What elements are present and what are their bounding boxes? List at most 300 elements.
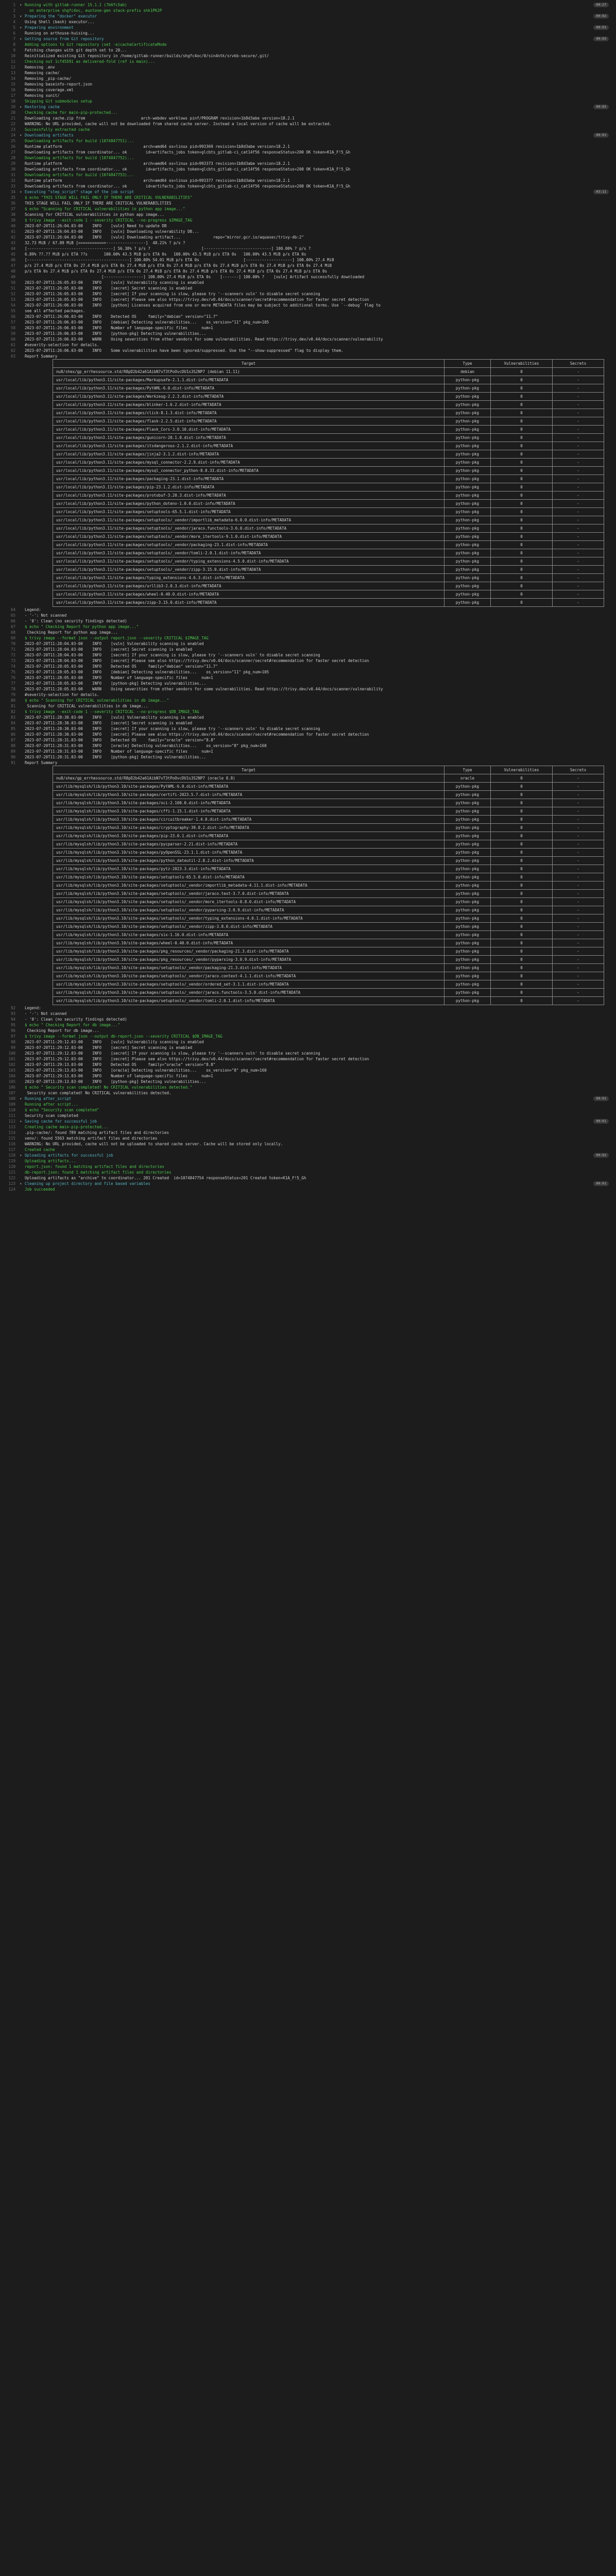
log-line — [0, 132, 616, 138]
line-number[interactable]: 33 — [10, 184, 15, 189]
table-cell: nu8/shex/gp_errhessource.std/R8pD2b42a61AibN7vT3tPoOvcDU1s3S2NP7 (oracle 8.8) — [53, 774, 444, 783]
line-number[interactable]: 117 — [8, 1147, 15, 1152]
log-text: 2023-07-20T11:29:12.03-00 INFO [secret] Please see also https://trivy.dev/v0.44/docs/scanner/secret#recommendation for faster secret detection — [25, 1057, 369, 1061]
line-number[interactable]: 81 — [10, 704, 15, 708]
chevron-down-icon[interactable]: ▾ — [20, 1181, 22, 1186]
line-number[interactable]: 89 — [10, 749, 15, 754]
table-row — [53, 799, 604, 807]
line-number[interactable]: 29 — [10, 161, 15, 166]
table-cell: 0 — [491, 557, 553, 566]
chevron-down-icon[interactable]: ▾ — [20, 1096, 22, 1101]
table-row — [53, 774, 604, 783]
line-number[interactable]: 108 — [8, 1096, 15, 1101]
table-cell: usr/local/lib/python3.11/site-packages/Werkzeug-2.2.3.dist-info/METADATA — [53, 393, 444, 401]
line-number[interactable]: 68 — [10, 630, 15, 635]
log-text: Successfully extracted cache — [25, 127, 90, 132]
table-cell: usr/lib/mysqlsh/lib/python3.10/site-packages/setuptools/_vendor/zipp-3.8.0.dist-info/METADATA — [53, 923, 444, 931]
line-number[interactable]: 20 — [10, 110, 15, 115]
line-number[interactable]: 42 — [10, 235, 15, 240]
line-number[interactable]: 65 — [10, 613, 15, 618]
log-text: $ echo " Scanning for CRITICAL vulnerabilities in db image..." — [25, 698, 169, 703]
log-line — [0, 200, 616, 206]
table-cell: - — [553, 475, 604, 483]
line-number[interactable]: 38 — [10, 212, 15, 217]
line-number[interactable]: 3 — [13, 14, 15, 19]
log-text: 2023-07-20T11:28:31.03-00 INFO [python-pkg] Detecting vulnerabilities... — [25, 755, 207, 759]
line-number[interactable]: 60 — [10, 337, 15, 342]
log-line — [0, 257, 616, 263]
table-cell: 0 — [491, 898, 553, 906]
line-number[interactable]: 67 — [10, 624, 15, 629]
line-number[interactable]: 37 — [10, 207, 15, 211]
line-number[interactable]: 98 — [10, 1040, 15, 1044]
line-number[interactable]: 9 — [13, 48, 15, 53]
table-cell: 0 — [491, 774, 553, 783]
line-number[interactable]: 95 — [10, 1023, 15, 1027]
line-number[interactable]: 11 — [10, 59, 15, 64]
log-section-header — [0, 2, 616, 359]
line-number[interactable]: 56 — [10, 314, 15, 319]
line-number[interactable]: 21 — [10, 116, 15, 121]
table-cell: python-pkg — [444, 549, 491, 557]
line-number[interactable]: 83 — [10, 715, 15, 720]
line-number[interactable]: 10 — [10, 54, 15, 58]
table-cell: usr/lib/mysqlsh/lib/python3.10/site-packages/setuptools/_vendor/more_itertools-8.8.0.dist-info/METADATA — [53, 898, 444, 906]
line-number[interactable]: 122 — [8, 1176, 15, 1180]
line-number[interactable]: 8 — [13, 42, 15, 47]
line-number[interactable]: 109 — [8, 1102, 15, 1107]
log-text: 2023-07-20T11:29:13.03-00 INFO [oracle] Detecting vulnerabilities... os_version="8" pkg_num=160 — [25, 1068, 267, 1073]
log-text: 2023-07-20T11:28:05.03-00 WARN Using severities from other vendors for some vulnerabilities. Read https://trivy.dev/v0.44/docs/scanner/vulnerability — [25, 687, 383, 691]
line-number[interactable]: 99 — [10, 1045, 15, 1050]
log-line — [0, 144, 616, 149]
table-cell: python-pkg — [444, 898, 491, 906]
line-number[interactable]: 124 — [8, 1187, 15, 1192]
table-cell: - — [553, 989, 604, 997]
table-cell: python-pkg — [444, 816, 491, 824]
log-line — [0, 308, 616, 314]
table-row — [53, 450, 604, 459]
table-cell: - — [553, 483, 604, 492]
table-cell: 0 — [491, 533, 553, 541]
table-cell: 0 — [491, 824, 553, 832]
table-row — [53, 816, 604, 824]
line-number[interactable]: 123 — [8, 1181, 15, 1186]
line-number[interactable]: 47 — [10, 263, 15, 268]
log-text: .pip-cache/: found 789 matching artifact files and directories — [25, 1130, 169, 1135]
log-line — [0, 263, 616, 268]
log-line — [0, 743, 616, 749]
line-number[interactable]: 92 — [10, 1006, 15, 1010]
line-number[interactable]: 105 — [8, 1079, 15, 1084]
line-number[interactable]: 78 — [10, 687, 15, 691]
line-number[interactable]: 63 — [10, 354, 15, 359]
table-cell: usr/lib/mysqlsh/lib/python3.10/site-packages/six-1.16.0.dist-info/METADATA — [53, 931, 444, 939]
line-number[interactable]: 54 — [10, 303, 15, 308]
log-text: Removing cache/ — [25, 71, 60, 75]
log-line — [0, 195, 616, 200]
line-number[interactable]: 1 — [13, 3, 15, 7]
log-line — [0, 206, 616, 212]
line-number[interactable]: 32 — [10, 178, 15, 183]
log-line — [0, 59, 616, 64]
log-line — [0, 1164, 616, 1170]
line-number[interactable]: 5 — [13, 25, 15, 30]
table-cell: python-pkg — [444, 840, 491, 849]
log-text: 2023-07-20T11:29:12.03-00 INFO [vuln] Vulnerability scanning is enabled — [25, 1040, 204, 1044]
table-cell: 0 — [491, 426, 553, 434]
table-cell: 0 — [491, 849, 553, 857]
line-number[interactable]: 76 — [10, 675, 15, 680]
line-number[interactable]: 111 — [8, 1113, 15, 1118]
line-number[interactable]: 97 — [10, 1034, 15, 1039]
table-cell: 0 — [491, 459, 553, 467]
table-cell: - — [553, 972, 604, 980]
table-cell: usr/lib/mysqlsh/lib/python3.10/site-packages/pytz-2023.3.dist-info/METADATA — [53, 865, 444, 873]
line-number[interactable]: 87 — [10, 738, 15, 742]
line-number[interactable]: 121 — [8, 1170, 15, 1175]
log-line — [0, 302, 616, 308]
log-text: Getting source from Git repository — [25, 37, 104, 41]
table-cell: python-pkg — [444, 783, 491, 791]
chevron-down-icon[interactable]: ▾ — [20, 105, 22, 109]
log-line — [0, 104, 616, 110]
log-line — [0, 138, 616, 144]
line-number[interactable]: 88 — [10, 743, 15, 748]
line-number[interactable]: 75 — [10, 670, 15, 674]
log-text: 2023-07-20T11:26:06.03-00 INFO [debian] Detecting vulnerabilities... os_version="11" pkg_num=105 — [25, 320, 269, 325]
table-cell: - — [553, 582, 604, 590]
log-line — [0, 613, 616, 618]
line-number[interactable]: 43 — [10, 241, 15, 245]
line-number[interactable]: 30 — [10, 167, 15, 172]
table-cell: usr/lib/mysqlsh/lib/python3.10/site-packages/cffi-1.15.1.dist-info/METADATA — [53, 807, 444, 816]
log-line — [0, 251, 616, 257]
line-number[interactable]: 77 — [10, 681, 15, 686]
table-cell: - — [553, 549, 604, 557]
line-number[interactable]: 80 — [10, 698, 15, 703]
line-number[interactable]: 14 — [10, 76, 15, 81]
table-cell: 0 — [491, 980, 553, 989]
line-number[interactable]: 69 — [10, 636, 15, 640]
log-line — [0, 229, 616, 234]
table-cell: 0 — [491, 931, 553, 939]
log-text: #severity-selection for details. — [25, 692, 99, 697]
line-number[interactable]: 2 — [13, 8, 15, 13]
log-text: $ echo " Security scan completed! No CRITICAL vulnerabilities detected." — [25, 1085, 193, 1090]
log-line — [0, 1153, 616, 1158]
log-text: venv/: found 5563 matching artifact files and directories — [25, 1136, 158, 1141]
table-cell: usr/lib/mysqlsh/lib/python3.10/site-packages/setuptools/_vendor/tomli-2.0.1.dist-info/METADATA — [53, 997, 444, 1005]
table-cell: python-pkg — [444, 914, 491, 923]
line-number[interactable]: 57 — [10, 320, 15, 325]
log-line — [0, 630, 616, 635]
line-number[interactable]: 48 — [10, 269, 15, 274]
line-number[interactable]: 61 — [10, 343, 15, 347]
line-number[interactable]: 28 — [10, 156, 15, 160]
line-number[interactable]: 106 — [8, 1085, 15, 1090]
line-number[interactable]: 101 — [8, 1057, 15, 1061]
line-number[interactable]: 7 — [13, 37, 15, 41]
table-cell: usr/local/lib/python3.11/site-packages/jinja2-3.1.2.dist-info/METADATA — [53, 450, 444, 459]
line-number[interactable]: 94 — [10, 1017, 15, 1022]
section-duration-badge: 00:01 — [593, 25, 609, 30]
line-number[interactable]: 50 — [10, 280, 15, 285]
table-cell: - — [553, 434, 604, 442]
log-line — [0, 1175, 616, 1181]
log-line — [0, 715, 616, 720]
line-number[interactable]: 118 — [8, 1153, 15, 1158]
line-number[interactable]: 116 — [8, 1142, 15, 1146]
chevron-down-icon[interactable]: ▾ — [20, 3, 22, 7]
line-number[interactable]: 16 — [10, 88, 15, 92]
line-number[interactable]: 119 — [8, 1159, 15, 1163]
table-cell: python-pkg — [444, 426, 491, 434]
log-line — [0, 121, 616, 127]
log-line — [0, 246, 616, 251]
line-number[interactable]: 112 — [8, 1119, 15, 1124]
table-row — [53, 426, 604, 434]
line-number[interactable]: 52 — [10, 292, 15, 296]
log-text: Removing _pip-cache/ — [25, 76, 72, 81]
line-number[interactable]: 73 — [10, 658, 15, 663]
table-cell: 0 — [491, 832, 553, 840]
line-number[interactable]: 102 — [8, 1062, 15, 1067]
log-line — [0, 81, 616, 87]
section-duration-badge: 00:27 — [593, 3, 609, 7]
line-number[interactable]: 115 — [8, 1136, 15, 1141]
log-line — [0, 1187, 616, 1192]
log-text: Uploading artifacts... — [25, 1159, 76, 1163]
line-number[interactable]: 46 — [10, 258, 15, 262]
table-cell: - — [553, 500, 604, 508]
line-number[interactable]: 27 — [10, 150, 15, 155]
line-number[interactable]: 24 — [10, 133, 15, 138]
table-cell: - — [553, 865, 604, 873]
table-cell: python-pkg — [444, 832, 491, 840]
log-text: 2023-07-20T11:28:30.03-00 INFO [secret] Please see also https://trivy.dev/v0.44/docs/scanner/secret#recommendation for faster secret detection — [25, 732, 369, 737]
log-text: 2023-07-20T11:26:05.03-00 INFO [secret] If your scanning is slow, please try '--scanners vuln' to disable secret scanning — [25, 292, 320, 296]
line-number[interactable]: 44 — [10, 246, 15, 251]
line-number[interactable]: 6 — [13, 31, 15, 36]
log-text: 2023-07-20T11:26:06.03-00 INFO [python-pkg] Detecting vulnerabilities... — [25, 331, 207, 336]
table-row — [53, 401, 604, 409]
line-number[interactable]: 4 — [13, 20, 15, 24]
table-cell: python-pkg — [444, 980, 491, 989]
chevron-down-icon[interactable]: ▾ — [20, 1153, 22, 1158]
line-number[interactable]: 93 — [10, 1011, 15, 1016]
line-number[interactable]: 62 — [10, 348, 15, 353]
line-number[interactable]: 18 — [10, 99, 15, 104]
line-number[interactable]: 59 — [10, 331, 15, 336]
table-row — [53, 824, 604, 832]
line-number[interactable]: 25 — [10, 139, 15, 143]
log-line — [0, 669, 616, 675]
table-cell: 0 — [491, 890, 553, 898]
table-cell: - — [553, 492, 604, 500]
line-number[interactable]: 72 — [10, 653, 15, 657]
table-row — [53, 582, 604, 590]
table-row — [53, 417, 604, 426]
log-line — [0, 336, 616, 342]
line-number[interactable]: 36 — [10, 201, 15, 206]
line-number[interactable]: 74 — [10, 664, 15, 669]
log-text: Cleaning up project directory and file based variables — [25, 1181, 150, 1186]
line-number[interactable]: 79 — [10, 692, 15, 697]
line-number[interactable]: 55 — [10, 309, 15, 313]
table-row — [53, 964, 604, 972]
table-cell: - — [553, 807, 604, 816]
table-cell: python-pkg — [444, 492, 491, 500]
log-line — [0, 189, 616, 195]
line-number[interactable]: 58 — [10, 326, 15, 330]
log-text: Using Shell (bash) executor... — [25, 20, 95, 24]
section-duration-badge: 00:02 — [593, 1153, 609, 1158]
line-number[interactable]: 85 — [10, 726, 15, 731]
table-cell: - — [553, 508, 604, 516]
table-cell: python-pkg — [444, 865, 491, 873]
line-number[interactable]: 15 — [10, 82, 15, 87]
table-cell: usr/local/lib/python3.11/site-packages/Flask_Cors-3.0.10.dist-info/METADATA — [53, 426, 444, 434]
table-row — [53, 807, 604, 816]
log-line — [0, 319, 616, 325]
line-number[interactable]: 23 — [10, 127, 15, 132]
chevron-down-icon[interactable]: ▾ — [20, 37, 22, 41]
table-cell: usr/local/lib/python3.11/site-packages/itsdangerous-2.1.2.dist-info/METADATA — [53, 442, 444, 450]
line-number[interactable]: 34 — [10, 190, 15, 194]
log-text: - '-': Not scanned — [25, 1011, 67, 1016]
table-row — [53, 467, 604, 475]
log-line — [0, 1136, 616, 1141]
line-number[interactable]: 49 — [10, 275, 15, 279]
line-number[interactable]: 17 — [10, 93, 15, 98]
line-number[interactable]: 40 — [10, 224, 15, 228]
log-text: Removing xunit/ — [25, 93, 60, 98]
table-cell: - — [553, 368, 604, 376]
line-number[interactable]: 113 — [8, 1125, 15, 1129]
chevron-down-icon[interactable]: ▾ — [20, 190, 22, 194]
log-line — [0, 161, 616, 166]
line-number[interactable]: 96 — [10, 1028, 15, 1033]
log-line — [0, 166, 616, 172]
line-number[interactable]: 104 — [8, 1074, 15, 1078]
log-text: [--------------------------------------------] 100.00% 54.01 MiB p/s ETA 0s [--------------------] 100.00% 27.4 MiB — [25, 258, 334, 262]
report-summary-python — [0, 359, 616, 607]
table-cell: python-pkg — [444, 434, 491, 442]
log-text: Scanning for CRITICAL vulnerabilities in python app image... — [25, 212, 164, 217]
line-number[interactable]: 110 — [8, 1108, 15, 1112]
log-line — [0, 285, 616, 291]
line-number[interactable]: 84 — [10, 721, 15, 725]
line-number[interactable]: 41 — [10, 229, 15, 234]
line-number[interactable]: 114 — [8, 1130, 15, 1135]
log-text: 2023-07-20T11:28:30.03-00 INFO [secret] Secret scanning is enabled — [25, 721, 193, 725]
chevron-down-icon[interactable]: ▾ — [20, 133, 22, 138]
table-cell: - — [553, 533, 604, 541]
table-row — [53, 524, 604, 533]
line-number[interactable]: 120 — [8, 1164, 15, 1169]
line-number[interactable]: 53 — [10, 297, 15, 302]
line-number[interactable]: 70 — [10, 641, 15, 646]
line-number[interactable]: 90 — [10, 755, 15, 759]
line-number[interactable]: 13 — [10, 71, 15, 75]
line-number[interactable]: 12 — [10, 65, 15, 70]
log-line — [0, 98, 616, 104]
line-number[interactable]: 51 — [10, 286, 15, 291]
table-cell: python-pkg — [444, 964, 491, 972]
table-cell: python-pkg — [444, 939, 491, 947]
log-line — [0, 1090, 616, 1096]
log-text: $ echo "Security scan completed" — [25, 1108, 99, 1112]
table-cell: usr/local/lib/python3.11/site-packages/python_dotenv-1.0.0.dist-info/METADATA — [53, 500, 444, 508]
table-cell: python-pkg — [444, 467, 491, 475]
line-number[interactable]: 107 — [8, 1091, 15, 1095]
line-number[interactable]: 22 — [10, 122, 15, 126]
line-number[interactable]: 26 — [10, 144, 15, 149]
line-number[interactable]: 39 — [10, 218, 15, 223]
table-cell: python-pkg — [444, 824, 491, 832]
table-cell: python-pkg — [444, 450, 491, 459]
log-line — [0, 607, 616, 613]
table-row — [53, 459, 604, 467]
line-number[interactable]: 64 — [10, 607, 15, 612]
line-number[interactable]: 19 — [10, 105, 15, 109]
table-cell: - — [553, 873, 604, 882]
log-line — [0, 353, 616, 359]
line-number[interactable]: 91 — [10, 760, 15, 765]
table-cell: 0 — [491, 524, 553, 533]
line-number[interactable]: 86 — [10, 732, 15, 737]
table-cell: usr/lib/mysqlsh/lib/python3.10/site-packages/oci-2.100.0.dist-info/METADATA — [53, 799, 444, 807]
log-text: Reinitialized existing Git repository in /home/gitlab-runner/builds/shgfc4oc/0/sin4ntk/srvkb-secure/.git/ — [25, 54, 269, 58]
line-number[interactable]: 71 — [10, 647, 15, 652]
line-number[interactable]: 82 — [10, 709, 15, 714]
log-line — [0, 274, 616, 280]
table-cell: python-pkg — [444, 956, 491, 964]
table-cell: python-pkg — [444, 989, 491, 997]
log-text: Scanning for CRITICAL vulnerabilities in db image... — [25, 704, 148, 708]
table-cell: python-pkg — [444, 524, 491, 533]
log-text: - '-': Not scanned — [25, 613, 67, 618]
log-line — [0, 641, 616, 647]
table-cell: - — [553, 882, 604, 890]
chevron-down-icon[interactable]: ▾ — [20, 1119, 22, 1124]
table-cell: usr/lib/mysqlsh/lib/python3.10/site-packages/cryptography-39.0.2.dist-info/METADATA — [53, 824, 444, 832]
log-line — [0, 53, 616, 59]
table-cell: usr/lib/mysqlsh/lib/python3.10/site-packages/wheel-0.40.0.dist-info/METADATA — [53, 939, 444, 947]
line-number[interactable]: 103 — [8, 1068, 15, 1073]
line-number[interactable]: 45 — [10, 252, 15, 257]
log-line — [0, 223, 616, 229]
line-number[interactable]: 66 — [10, 619, 15, 623]
line-number[interactable]: 35 — [10, 195, 15, 200]
table-cell: 0 — [491, 450, 553, 459]
chevron-down-icon[interactable]: ▾ — [20, 25, 22, 30]
line-number[interactable]: 100 — [8, 1051, 15, 1056]
log-line — [0, 720, 616, 726]
log-text: 2023-07-20T11:26:04.03-00 INFO [vuln] Downloading artifact... repo="mirror.gcr.io/aquasec/trivy-db:2" — [25, 235, 304, 240]
table-cell: python-pkg — [444, 401, 491, 409]
table-row — [53, 931, 604, 939]
chevron-down-icon[interactable]: ▾ — [20, 14, 22, 19]
table-cell: 0 — [491, 376, 553, 384]
log-line — [0, 47, 616, 53]
table-row — [53, 947, 604, 956]
line-number[interactable]: 31 — [10, 173, 15, 177]
table-row — [53, 791, 604, 799]
log-line — [0, 1050, 616, 1056]
table-cell: python-pkg — [444, 890, 491, 898]
